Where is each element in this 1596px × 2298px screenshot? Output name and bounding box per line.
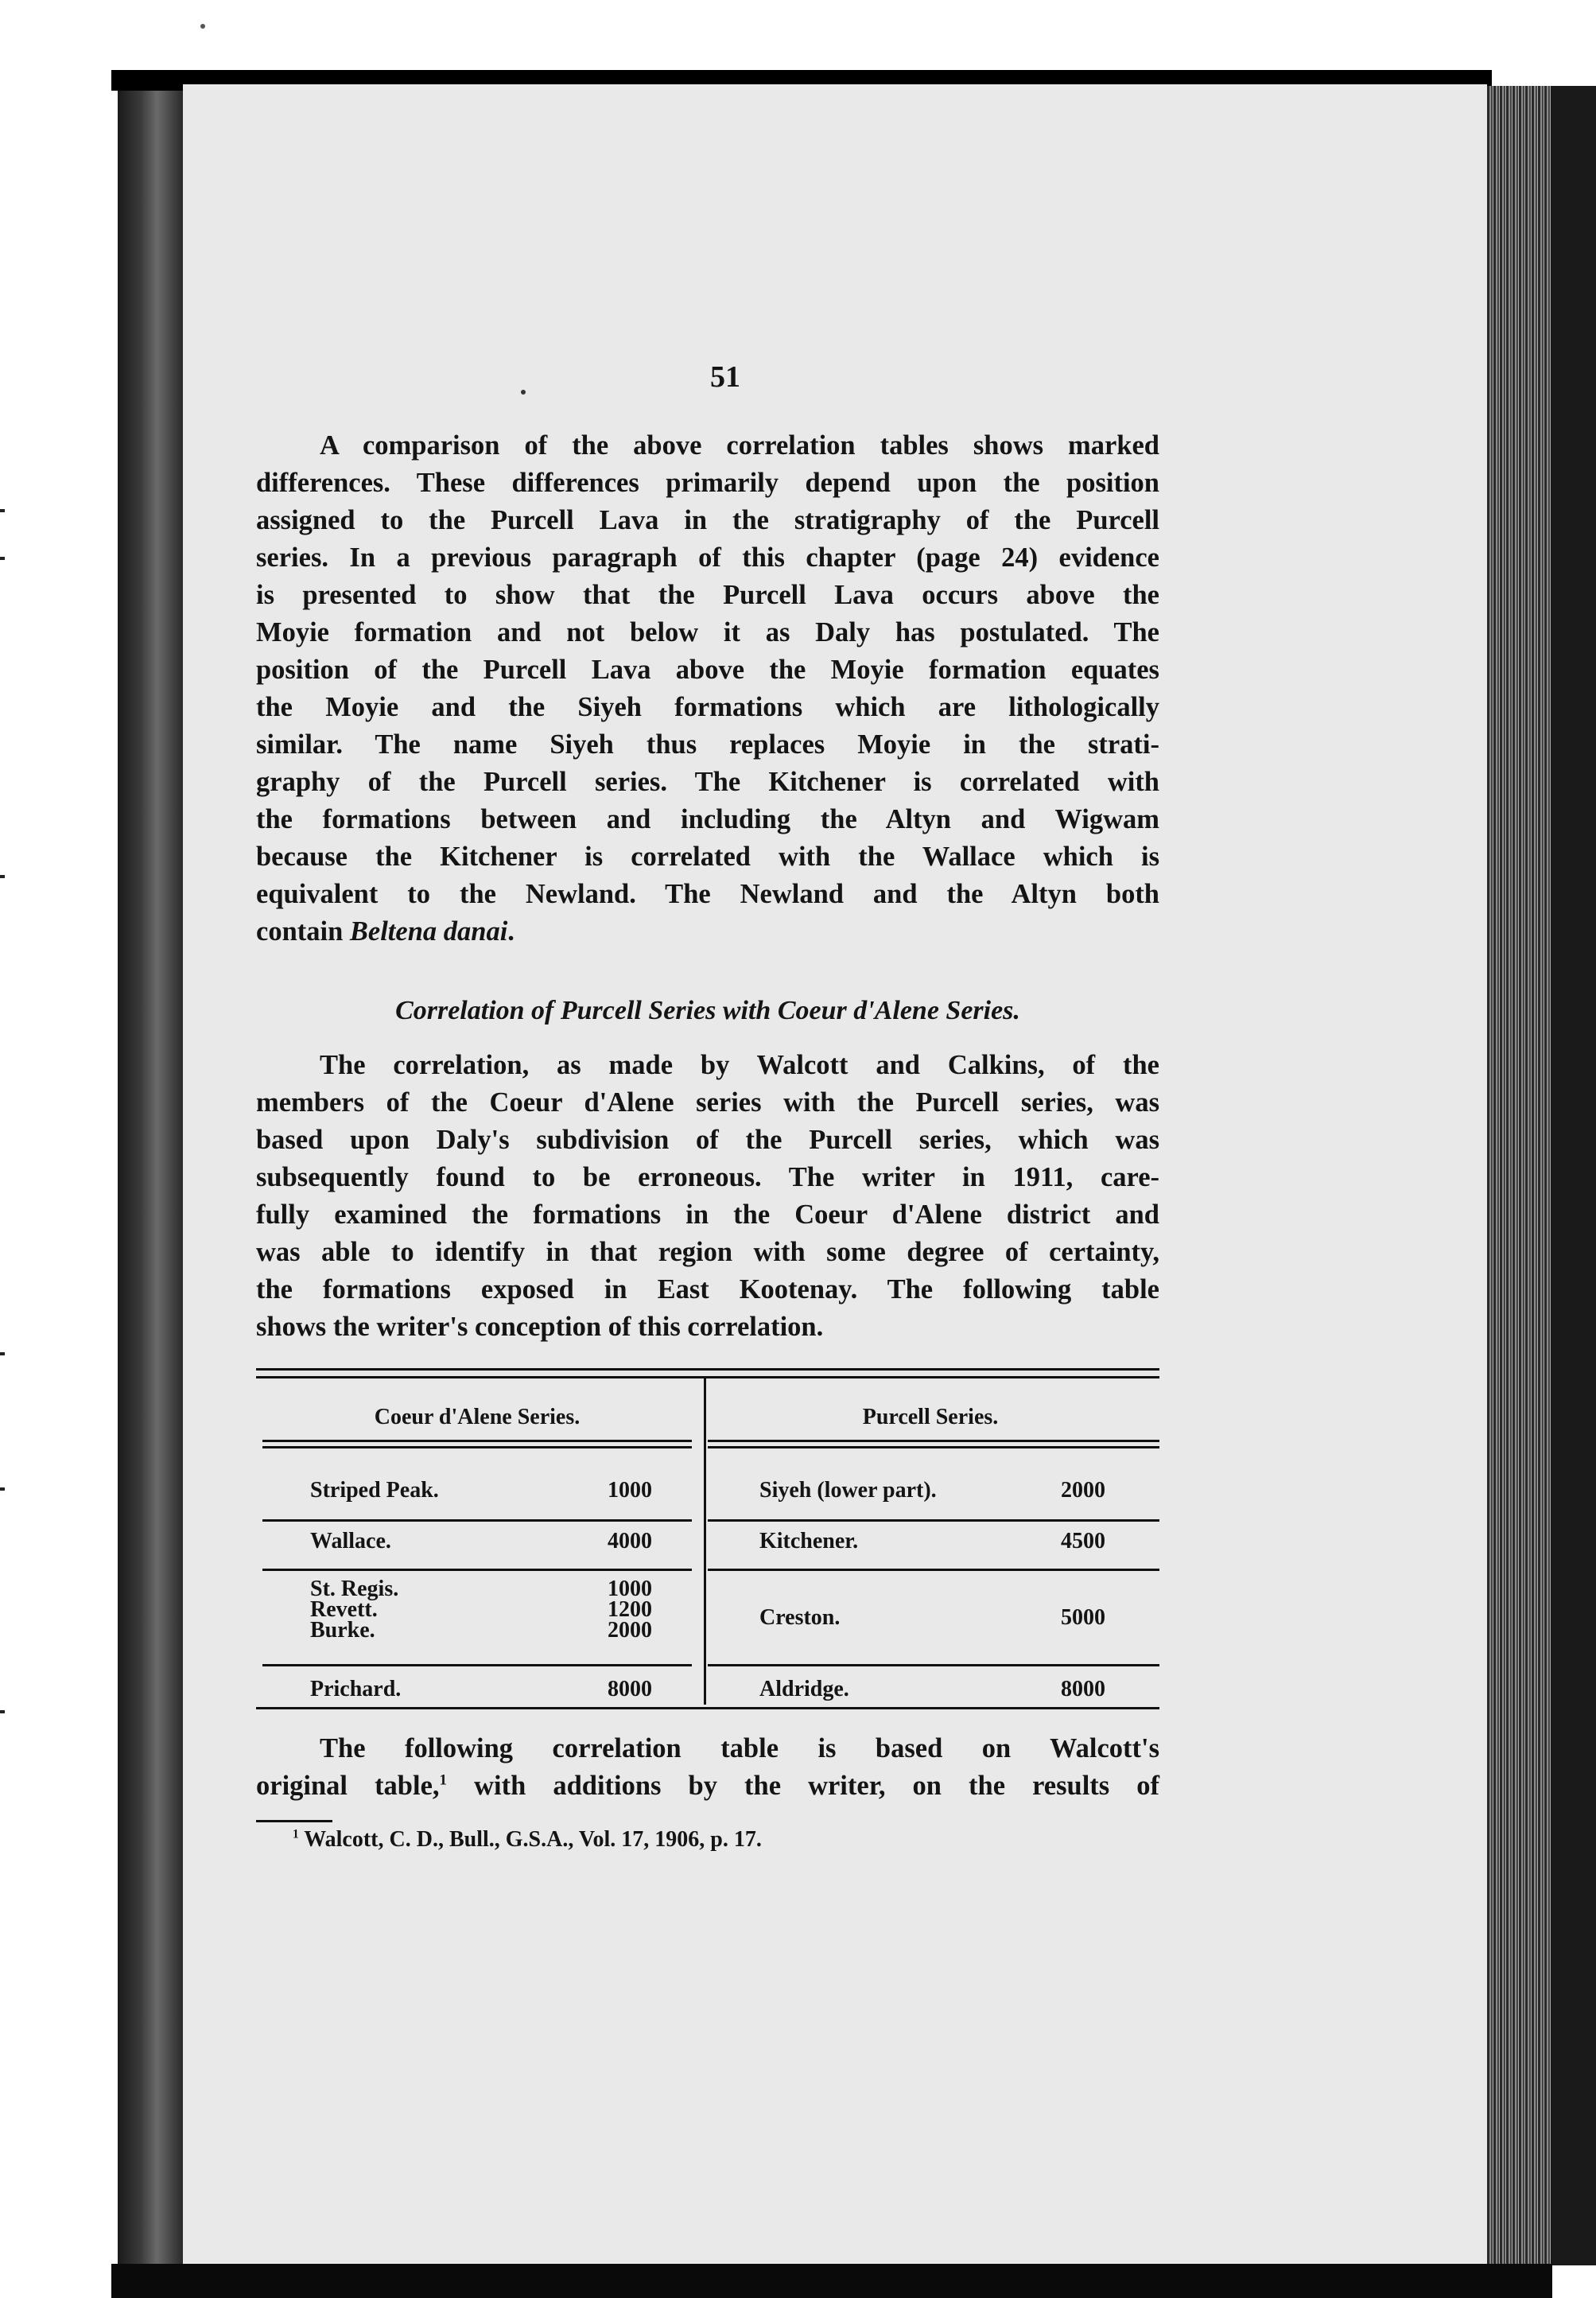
table-rule (708, 1569, 1159, 1571)
scan-right-border (1551, 86, 1596, 2265)
text-line: equivalent to the Newland. The Newland and the Altyn both (256, 879, 1159, 909)
table-cell-thickness: 4000 (608, 1529, 652, 1553)
table-rule (262, 1440, 692, 1442)
text-line: the Moyie and the Siyeh formations which are lithologically (256, 692, 1159, 722)
table-cell-formation: Kitchener. (759, 1529, 859, 1553)
text-run: contain (256, 916, 350, 947)
scan-bottom-border (111, 2264, 1552, 2298)
text-run: original table, (256, 1771, 440, 1801)
scan-speck (200, 24, 205, 29)
text-line: position of the Purcell Lava above the Moyie formation equates (256, 655, 1159, 685)
table-cell-thickness: 1200 (608, 1597, 652, 1622)
table-rule (708, 1440, 1159, 1442)
text-line: the formations between and including the Altyn and Wigwam (256, 804, 1159, 834)
text-line: based upon Daly's subdivision of the Purcell series, which was (256, 1125, 1159, 1155)
table-rule (262, 1446, 692, 1448)
text-line: subsequently found to be erroneous. The writer in 1911, care- (256, 1162, 1159, 1192)
paragraph-comparison (256, 427, 1159, 951)
footnote-reference: 1 (439, 1771, 448, 1789)
section-heading: Correlation of Purcell Series with Coeur d'Alene Series. (395, 996, 1020, 1025)
table-header-coeur-dalene: Coeur d'Alene Series. (374, 1405, 581, 1429)
text-line: fully examined the formations in the Coeur d'Alene district and (256, 1200, 1159, 1230)
species-name: Beltena danai (349, 916, 508, 947)
table-cell-thickness: 2000 (1061, 1478, 1105, 1503)
page-number: 51 (710, 360, 740, 394)
footnote-rule (256, 1820, 332, 1822)
table-cell-formation: Revett. (310, 1597, 378, 1622)
table-cell-thickness: 1000 (608, 1478, 652, 1503)
table-cell-formation: Creston. (759, 1605, 841, 1630)
table-rule (262, 1519, 692, 1522)
text-line: Moyie formation and not below it as Daly has postulated. The (256, 617, 1159, 647)
text-line: members of the Coeur d'Alene series with the Purcell series, was (256, 1087, 1159, 1118)
table-cell-formation: Striped Peak. (310, 1478, 439, 1503)
table-rule (262, 1569, 692, 1571)
table-column-divider (704, 1378, 706, 1705)
table-rule (256, 1376, 1159, 1378)
table-header-purcell: Purcell Series. (862, 1405, 999, 1429)
footnote-text: Walcott, C. D., Bull., G.S.A., Vol. 17, 1906, p. 17. (298, 1827, 762, 1852)
table-cell-formation: Aldridge. (759, 1677, 849, 1701)
table-cell-thickness: 5000 (1061, 1605, 1105, 1630)
left-margin (0, 89, 118, 2264)
text-run: . (507, 916, 515, 947)
table-cell-thickness: 8000 (1061, 1677, 1105, 1701)
text-line: A comparison of the above correlation tables shows marked (320, 430, 1159, 461)
table-cell-thickness: 2000 (608, 1618, 652, 1643)
scan-tick (0, 1710, 5, 1713)
text-line: was able to identify in that region with some degree of certainty, (256, 1237, 1159, 1267)
table-cell-formation: Siyeh (lower part). (759, 1478, 937, 1503)
table-cell-thickness: 1000 (608, 1577, 652, 1601)
text-line: similar. The name Siyeh thus replaces Moyie in the strati- (256, 729, 1159, 760)
text-line: because the Kitchener is correlated with the Wallace which is (256, 842, 1159, 872)
paragraph-following-table (256, 1730, 1159, 1805)
table-cell-formation: St. Regis. (310, 1577, 399, 1601)
scan-tick (0, 509, 5, 512)
text-line: The following correlation table is based on Walcott's (320, 1733, 1159, 1763)
table-rule (708, 1519, 1159, 1522)
scan-tick (0, 1487, 5, 1491)
table-bottom-rule (256, 1707, 1159, 1709)
table-rule (708, 1664, 1159, 1666)
footnote (293, 1827, 762, 1853)
text-line: shows the writer's conception of this correlation. (256, 1312, 824, 1342)
table-rule (262, 1664, 692, 1666)
table-rule (256, 1368, 1159, 1371)
scan-tick (0, 1352, 5, 1355)
text-run: with additions by the writer, on the results of (447, 1771, 1159, 1801)
table-cell-thickness: 8000 (608, 1677, 652, 1701)
text-line (256, 1767, 1159, 1805)
book-spine (118, 89, 183, 2264)
scan-tick (0, 557, 5, 560)
table-cell-thickness: 4500 (1061, 1529, 1105, 1553)
paragraph-correlation (256, 1047, 1159, 1346)
scan-speck (521, 390, 526, 395)
table-rule (708, 1446, 1159, 1448)
scan-tick (0, 875, 5, 878)
page-edges (1487, 86, 1551, 2265)
text-line (256, 913, 1159, 951)
footnote-marker: 1 (293, 1827, 299, 1841)
table-cell-formation: Prichard. (310, 1677, 402, 1701)
table-cell-formation: Burke. (310, 1618, 375, 1643)
text-line: graphy of the Purcell series. The Kitchener is correlated with (256, 767, 1159, 797)
text-line: is presented to show that the Purcell Lava occurs above the (256, 580, 1159, 610)
table-cell-formation: Wallace. (310, 1529, 391, 1553)
text-line: the formations exposed in East Kootenay. The following table (256, 1274, 1159, 1305)
text-line: differences. These differences primarily depend upon the position (256, 468, 1159, 498)
text-line: The correlation, as made by Walcott and Calkins, of the (320, 1050, 1159, 1080)
text-line: series. In a previous paragraph of this chapter (page 24) evidence (256, 542, 1159, 573)
text-line: assigned to the Purcell Lava in the stratigraphy of the Purcell (256, 505, 1159, 535)
